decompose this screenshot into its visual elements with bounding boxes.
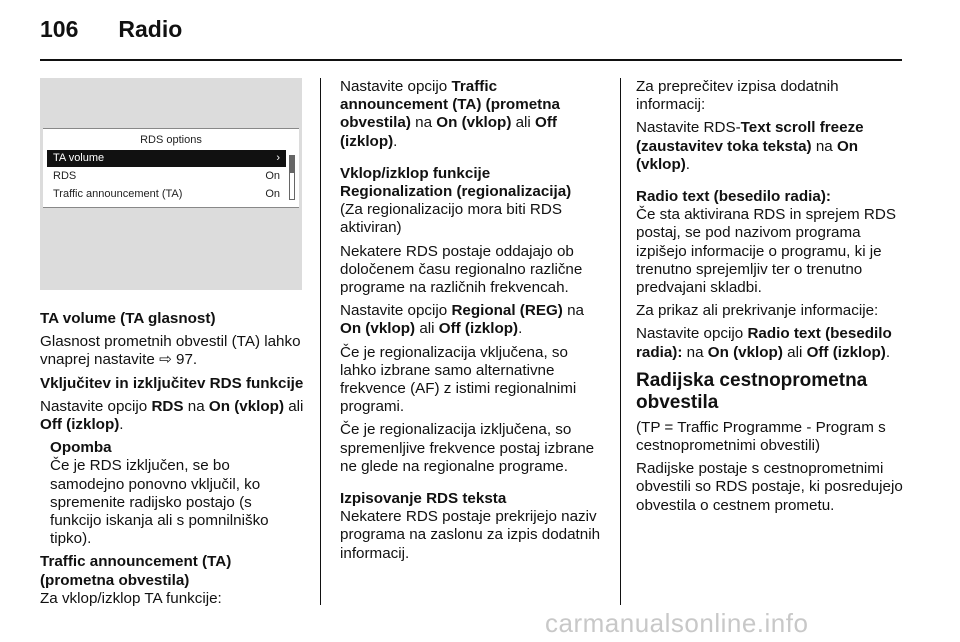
note-heading: Opomba [50, 439, 112, 457]
menu-row-value: On [265, 170, 280, 182]
rds-text: Nastavite opcijo RDS na On (vklop) ali Off (izklop). [40, 397, 304, 434]
regionalization-text-2: Če je regionalizacija vključena, so lahko izbrane samo alternativne frekvence (AF) z istimi regionalnimi programi. [340, 343, 577, 416]
regionalization-note: (Za regionalizacijo mora biti RDS aktiviran) [340, 201, 562, 237]
ta-volume-text: Glasnost prometnih obvestil (TA) lahko vnaprej nastavite ⇨ 97. [40, 333, 301, 369]
watermark: carmanualsonline.info [545, 608, 809, 638]
rds-heading: Vključitev in izključitev RDS funkcije [40, 374, 304, 392]
menu-row-ta [47, 186, 286, 203]
radio-text-heading: Radio text (besedilo radia): [636, 188, 831, 206]
rds-options-figure [40, 78, 302, 290]
screen-bottom-line [43, 207, 299, 208]
menu-row-value: On [265, 188, 280, 200]
page-title: Radio [118, 16, 183, 42]
column-3 [636, 78, 904, 520]
regionalization-text-1: Nekatere RDS postaje oddajajo ob določenem času regionalno različne programe na različnih frekvencah. [340, 242, 583, 297]
traffic-programme-heading: Radijska cestnoprometna obvestila [636, 369, 868, 413]
menu-row-label: Traffic announcement (TA) [53, 188, 183, 200]
ta-option-text: Nastavite opcijo Traffic announcement (TA) (prometna obvestila) na On (vklop) ali Off (izklop). [340, 78, 560, 150]
radio-text-option-text: Nastavite opcijo Radio text (besedilo radia): na On (vklop) ali Off (izklop). [636, 325, 892, 361]
screen-title: RDS options [140, 134, 202, 146]
menu-row-ta-volume [47, 150, 286, 167]
prevent-info-text: Za preprečitev izpisa dodatnih informacij: [636, 78, 839, 114]
note-text: Če je RDS izključen, se bo samodejno ponovno vključil, ko spremenite radijsko postajo (s funkcijo iskanja ali s pomnilniško tipko). [50, 457, 269, 548]
rds-text-paragraph: Nekatere RDS postaje prekrijejo naziv programa na zaslonu za izpis dodatnih informacij. [340, 508, 601, 562]
column-2 [340, 78, 606, 568]
column-divider-1 [320, 78, 321, 605]
arrow-ref-icon: ⇨ [159, 351, 172, 369]
text-scroll-option-text: Nastavite RDS-Text scroll freeze (zaustavitev toka teksta) na On (vklop). [636, 119, 864, 173]
ta-heading: Traffic announcement (TA) (prometna obvestila) [40, 553, 232, 589]
menu-row-rds [47, 168, 286, 185]
column-1 [40, 310, 305, 613]
menu-row-label: TA volume [53, 152, 105, 164]
rds-text-heading: Izpisovanje RDS teksta [340, 490, 507, 508]
scrollbar-thumb [290, 156, 294, 173]
ta-text: Za vklop/izklop TA funkcije: [40, 589, 222, 607]
radio-text-paragraph-1: Če sta aktivirana RDS in sprejem RDS postaj, se pod nazivom programa izpišejo informacije o programu, ki je trenutno sprejemljiv ter o trenutno predvajani skladbi. [636, 206, 896, 297]
page-number: 106 [40, 16, 79, 42]
header-rule [40, 59, 902, 61]
traffic-programme-text-1: (TP = Traffic Programme - Program s cestnoprometnimi obvestili) [636, 418, 886, 455]
rds-options-screen [43, 128, 299, 208]
traffic-programme-text-2: Radijske postaje s cestnoprometnimi obvestili so RDS postaje, ki posredujejo obvestila o cestnem prometu. [636, 460, 903, 514]
chevron-right-icon: › [276, 152, 280, 164]
column-divider-2 [620, 78, 621, 605]
page-header [40, 16, 182, 43]
ta-volume-heading: TA volume (TA glasnost) [40, 310, 216, 327]
scrollbar [289, 155, 295, 200]
regionalization-heading: Vklop/izklop funkcije Regionalization (regionalizacija) [340, 164, 572, 201]
regionalization-option-text: Nastavite opcijo Regional (REG) na On (vklop) ali Off (izklop). [340, 302, 584, 338]
note-box [40, 439, 305, 548]
menu-row-label: RDS [53, 170, 77, 182]
screen-top-line [43, 128, 299, 129]
regionalization-text-3: Če je regionalizacija izključena, so spremenljive frekvence postaj izbrane ne glede na regionalne programe. [340, 421, 595, 475]
radio-text-paragraph-2: Za prikaz ali prekrivanje informacije: [636, 302, 879, 320]
